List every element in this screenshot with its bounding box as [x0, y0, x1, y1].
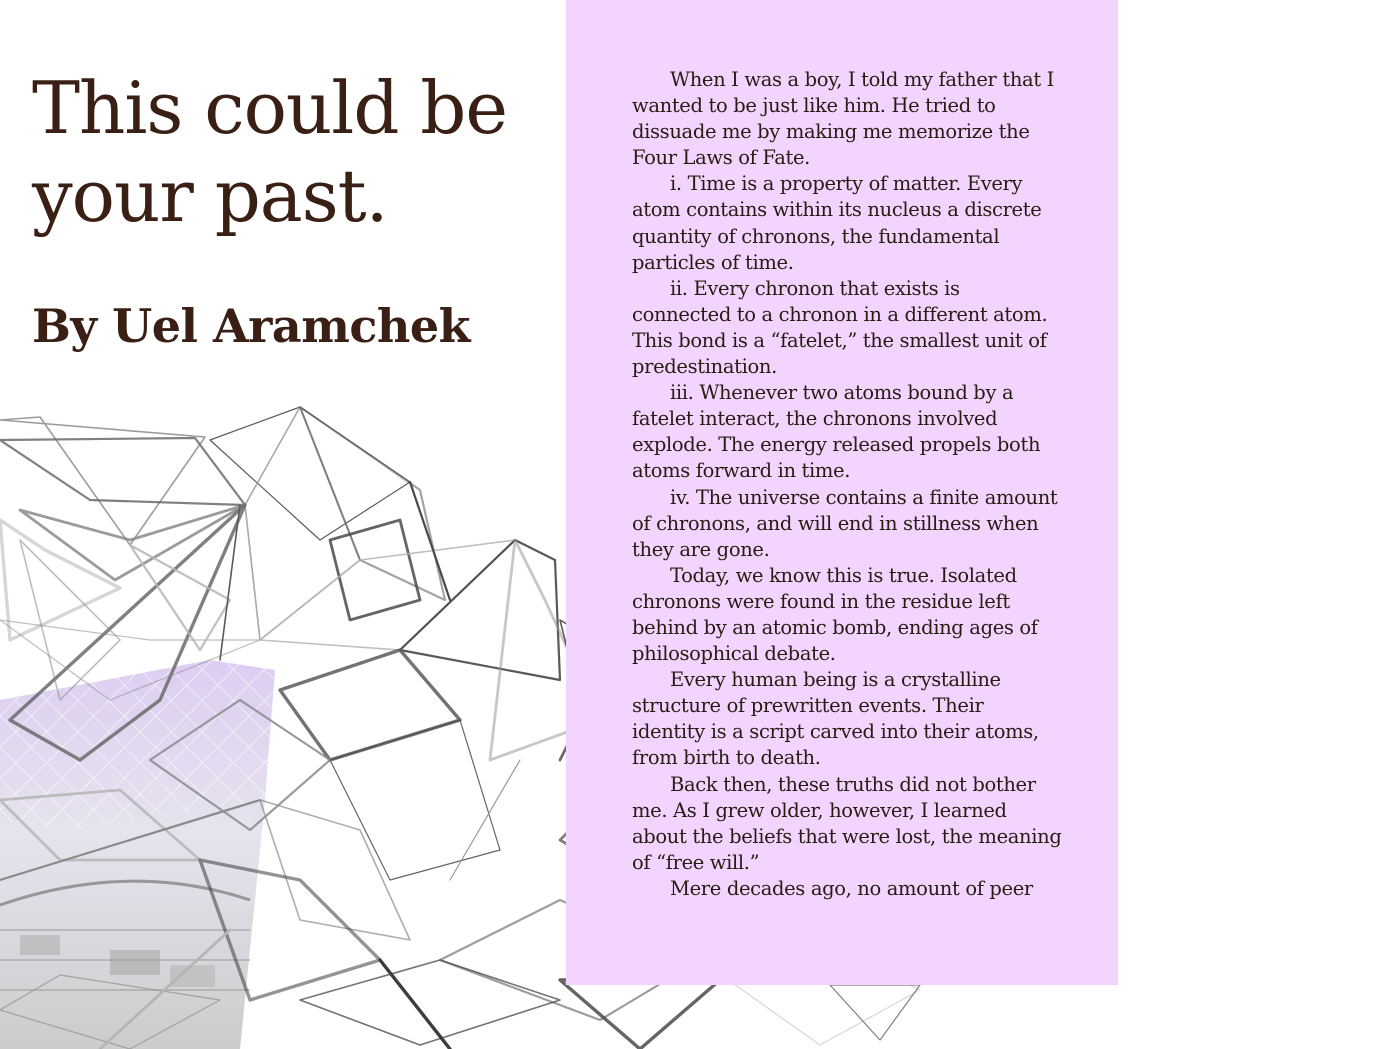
- article-byline: By Uel Aramchek: [32, 299, 470, 353]
- story-paragraph: i. Time is a property of matter. Every atom contains within its nucleus a discrete quantity of chronons, the fundamental particles of time.: [632, 172, 1042, 274]
- crystal-shard: [330, 520, 420, 620]
- crystal-shard: [0, 438, 245, 505]
- crystal-stroke: [220, 505, 240, 660]
- crystal-stroke: [380, 960, 450, 1049]
- article-title: This could be your past.: [32, 66, 508, 238]
- story-body: [632, 67, 1062, 902]
- story-paragraph: Mere decades ago, no amount of peer: [670, 876, 1033, 900]
- crystal-shard: [260, 540, 515, 650]
- crystal-shard: [330, 720, 500, 880]
- story-paragraph: iii. Whenever two atoms bound by a fatelet interact, the chronons involved explode. The energy released propels both atoms forward in time.: [632, 381, 1041, 483]
- story-paragraph: Every human being is a crystalline structure of prewritten events. Their identity is a script carved into their atoms, from birth to death.: [632, 668, 1039, 770]
- story-paragraph: iv. The universe contains a finite amount of chronons, and will end in stillness when they are gone.: [632, 485, 1058, 561]
- story-paragraph: ii. Every chronon that exists is connected to a chronon in a different atom. This bond is a “fatelet,” the smallest unit of predestination.: [632, 276, 1048, 379]
- crystal-stroke: [450, 760, 520, 880]
- story-paragraph: Back then, these truths did not bother me. As I grew older, however, I learned about the beliefs that were lost, the meaning of “free will.”: [632, 772, 1062, 874]
- crystal-shard: [300, 407, 445, 600]
- crystal-shard: [400, 540, 560, 680]
- crystal-shard: [260, 800, 410, 940]
- story-paragraph: When I was a boy, I told my father that I wanted to be just like him. He tried to dissuade me by making me memorize the Four Laws of Fate.: [632, 68, 1055, 170]
- story-paragraph: Today, we know this is true. Isolated chronons were found in the residue left behind by an atomic bomb, ending ages of philosophical debate.: [632, 563, 1038, 666]
